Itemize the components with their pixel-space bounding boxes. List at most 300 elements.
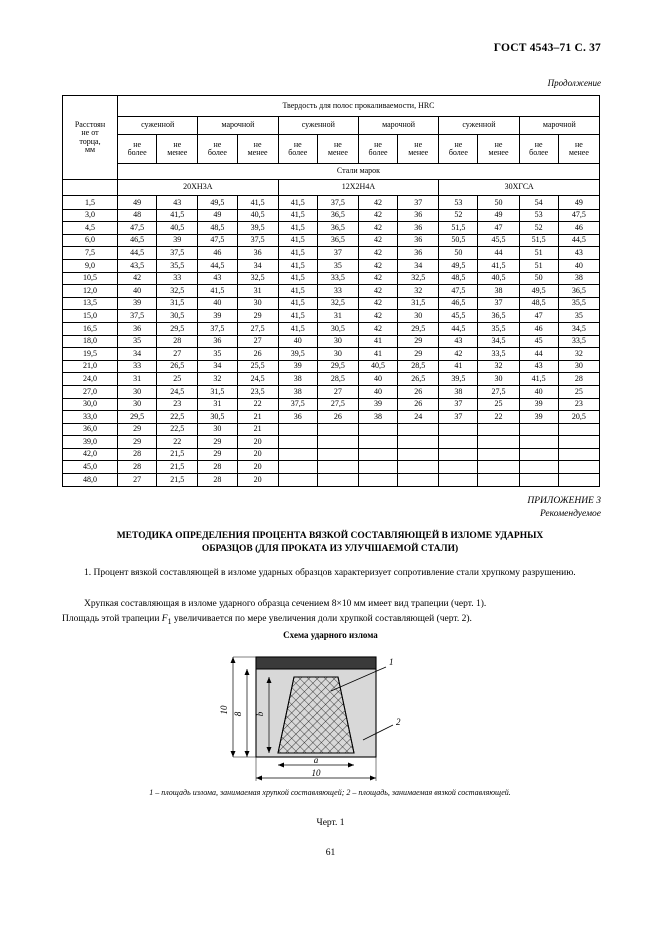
cell-value: 41 (358, 335, 397, 348)
hardness-top-header: Твердость для полос прокаливаемости, HRC (118, 96, 600, 117)
cell-value: 31 (198, 398, 237, 411)
cell-value: 51 (519, 259, 558, 272)
cell-value: 26,5 (157, 360, 198, 373)
cell-value: 37 (439, 398, 478, 411)
cell-value (519, 474, 558, 487)
cell-value: 25 (558, 385, 599, 398)
cell-distance: 19,5 (63, 348, 118, 361)
cell-distance: 15,0 (63, 310, 118, 323)
cell-value: 36 (398, 222, 439, 235)
cell-value: 37,5 (317, 196, 358, 210)
table-row (63, 436, 600, 449)
corner-line-3: торца, (79, 136, 101, 146)
cell-value: 37,5 (237, 234, 278, 247)
table-row (63, 448, 600, 461)
cell-value: 34,5 (558, 322, 599, 335)
cell-value: 31 (118, 373, 157, 386)
cell-value: 33 (317, 285, 358, 298)
cell-value: 40 (558, 259, 599, 272)
cell-value: 40,5 (157, 222, 198, 235)
cell-value: 32 (558, 348, 599, 361)
table-row (63, 385, 600, 398)
cell-value: 35 (198, 348, 237, 361)
cell-value: 28 (558, 373, 599, 386)
cell-value: 23,5 (237, 385, 278, 398)
table-row (63, 272, 600, 285)
subheader-6 (358, 135, 397, 164)
cell-value: 21 (237, 411, 278, 424)
cell-value (439, 461, 478, 474)
figure-number: Черт. 1 (316, 818, 345, 828)
hardness-table-wrapper (62, 95, 600, 487)
table-row (63, 335, 600, 348)
subheader-4-l2: более (288, 148, 308, 157)
subheader-11 (558, 135, 599, 164)
cell-value: 35,5 (478, 322, 519, 335)
cell-value: 37 (478, 297, 519, 310)
corner-line-1: Расстоян (74, 119, 106, 129)
subheader-3-l1: не (253, 139, 262, 149)
cell-value: 28,5 (317, 373, 358, 386)
cell-value: 40,5 (358, 360, 397, 373)
subheader-6-l1: не (374, 139, 382, 149)
cell-distance: 39,0 (63, 436, 118, 449)
cell-value: 30 (317, 348, 358, 361)
cell-value: 31 (317, 310, 358, 323)
cell-value: 42 (358, 297, 397, 310)
cell-value: 39 (519, 398, 558, 411)
cell-value: 28 (118, 448, 157, 461)
cell-distance: 7,5 (63, 247, 118, 260)
cell-value: 21 (237, 423, 278, 436)
cell-value: 30 (118, 398, 157, 411)
cell-value: 47 (519, 310, 558, 323)
standard-header: ГОСТ 4543–71 С. 37 (493, 42, 601, 54)
cell-value: 41,5 (278, 259, 317, 272)
cell-value: 45,5 (439, 310, 478, 323)
cell-value: 38 (278, 385, 317, 398)
cell-value: 44,5 (198, 259, 237, 272)
subheader-11-l2: менее (568, 148, 589, 157)
cell-value: 32 (398, 285, 439, 298)
cell-value: 41,5 (278, 234, 317, 247)
paragraph-3-text-a: Площадь этой трапеции (62, 614, 162, 624)
cell-value: 36 (398, 234, 439, 247)
cell-distance: 1,5 (63, 196, 118, 210)
cell-value (558, 423, 599, 436)
subheader-3-l2: менее (247, 148, 268, 157)
cell-value: 48,5 (519, 297, 558, 310)
cell-value: 42 (358, 247, 397, 260)
cell-distance: 33,0 (63, 411, 118, 424)
cell-value: 41,5 (278, 285, 317, 298)
formula-f: F (161, 614, 168, 624)
cell-value: 22 (237, 398, 278, 411)
paragraph-1 (62, 566, 598, 580)
cell-value: 44,5 (558, 234, 599, 247)
cell-value: 51,5 (519, 234, 558, 247)
cell-value: 50 (478, 196, 519, 210)
cell-value: 38 (478, 285, 519, 298)
cell-value (358, 436, 397, 449)
cell-value: 23 (157, 398, 198, 411)
continued-label: Продолжение (547, 78, 601, 88)
cell-value: 27 (157, 348, 198, 361)
cell-value: 29 (118, 423, 157, 436)
cell-value: 26 (398, 398, 439, 411)
cell-value: 48 (118, 209, 157, 222)
cell-value: 29,5 (398, 322, 439, 335)
table-row (63, 474, 600, 487)
subheader-5-l1: не (333, 139, 342, 149)
cell-value: 44 (519, 348, 558, 361)
subheader-0-l1: не (133, 139, 142, 149)
cell-value: 40 (118, 285, 157, 298)
cell-value (317, 423, 358, 436)
subheader-1-l2: менее (167, 148, 188, 157)
cell-value: 25 (157, 373, 198, 386)
cell-value: 43 (558, 247, 599, 260)
cell-value: 30 (317, 335, 358, 348)
cell-value: 49 (198, 209, 237, 222)
cell-value: 33,5 (317, 272, 358, 285)
cell-distance: 36,0 (63, 423, 118, 436)
cell-value: 47 (478, 222, 519, 235)
section-title-line-2: ОБРАЗЦОВ (ДЛЯ ПРОКАТА ИЗ УЛУЧШАЕМОЙ СТАЛИ) (201, 543, 459, 554)
group-header-5: марочной (519, 117, 599, 135)
cell-value: 21,5 (157, 448, 198, 461)
cell-value: 41,5 (278, 247, 317, 260)
cell-value (358, 448, 397, 461)
cell-value: 37,5 (118, 310, 157, 323)
cell-value: 36 (398, 209, 439, 222)
cell-value: 26 (237, 348, 278, 361)
cell-value: 27 (237, 335, 278, 348)
cell-distance: 42,0 (63, 448, 118, 461)
cell-distance: 12,0 (63, 285, 118, 298)
cell-value: 22,5 (157, 411, 198, 424)
cell-value: 29 (118, 436, 157, 449)
corner-line-2: не от (81, 128, 99, 138)
cell-value: 26 (317, 411, 358, 424)
cell-value: 35 (118, 335, 157, 348)
cell-value (278, 448, 317, 461)
cell-value: 41,5 (278, 222, 317, 235)
cell-value: 30 (478, 373, 519, 386)
cell-value: 40 (358, 373, 397, 386)
subheader-10-l2: более (529, 148, 549, 157)
figure-label-ten-bottom: 10 (311, 768, 320, 778)
figure-image (0, 645, 661, 790)
group-header-3: марочной (358, 117, 438, 135)
steel-grade-corner (63, 180, 118, 196)
cell-value (519, 423, 558, 436)
cell-value: 43,5 (118, 259, 157, 272)
cell-value: 45,5 (478, 234, 519, 247)
cell-value: 36,5 (317, 234, 358, 247)
cell-value: 42 (358, 322, 397, 335)
figure-title: Схема ударного излома (283, 630, 378, 640)
cell-value: 46,5 (439, 297, 478, 310)
cell-value: 39,5 (439, 373, 478, 386)
distance-corner-header (63, 96, 118, 180)
cell-value: 34 (398, 259, 439, 272)
cell-value: 21,5 (157, 474, 198, 487)
cell-value: 29 (198, 436, 237, 449)
cell-value: 20 (237, 461, 278, 474)
cell-value: 22 (157, 436, 198, 449)
table-body (63, 196, 600, 487)
paragraph-1-text: 1. Процент вязкой составляющей в изломе ударных образцов характеризует сопротивление стали хрупкому разрушению. (84, 568, 576, 578)
table-row (63, 234, 600, 247)
cell-value: 46,5 (118, 234, 157, 247)
table-row (63, 360, 600, 373)
cell-distance: 16,5 (63, 322, 118, 335)
table-row (63, 259, 600, 272)
cell-value: 36,5 (558, 285, 599, 298)
subheader-9-l2: менее (488, 148, 509, 157)
cell-distance: 27,0 (63, 385, 118, 398)
table-head-row-3 (63, 135, 600, 164)
cell-value: 30 (118, 385, 157, 398)
table-row (63, 247, 600, 260)
table-row (63, 222, 600, 235)
cell-value: 26,5 (398, 373, 439, 386)
cell-value: 40 (278, 335, 317, 348)
cell-value: 36 (198, 335, 237, 348)
cell-value: 40,5 (237, 209, 278, 222)
figure-caption: 1 – площадь излома, занимаемая хрупкой составляющей; 2 – площадь, занимаемая вязкой составляющей. (149, 788, 511, 797)
cell-value (358, 423, 397, 436)
cell-value: 42 (358, 196, 397, 210)
subheader-11-l1: не (574, 139, 583, 149)
cell-value (398, 474, 439, 487)
cell-value: 30 (558, 360, 599, 373)
cell-value: 49 (118, 196, 157, 210)
cell-value: 39,5 (237, 222, 278, 235)
cell-value: 47,5 (558, 209, 599, 222)
cell-value: 23 (558, 398, 599, 411)
cell-value: 33,5 (478, 348, 519, 361)
cell-value: 31,5 (398, 297, 439, 310)
cell-value: 52 (439, 209, 478, 222)
table-row (63, 196, 600, 210)
cell-value: 28 (118, 461, 157, 474)
cell-value (317, 461, 358, 474)
cell-value: 52 (519, 222, 558, 235)
paragraph-3 (62, 612, 598, 628)
cell-value: 29 (198, 448, 237, 461)
cell-value: 49,5 (439, 259, 478, 272)
cell-value: 40,5 (478, 272, 519, 285)
cell-value: 54 (519, 196, 558, 210)
cell-value: 43 (198, 272, 237, 285)
cell-value (278, 436, 317, 449)
cell-value (398, 423, 439, 436)
cell-value: 34 (237, 259, 278, 272)
cell-value: 40 (198, 297, 237, 310)
cell-value: 44,5 (118, 247, 157, 260)
subheader-3 (237, 135, 278, 164)
cell-value: 37 (439, 411, 478, 424)
cell-value: 49,5 (519, 285, 558, 298)
cell-value (478, 474, 519, 487)
cell-value: 39 (198, 310, 237, 323)
cell-value: 36 (398, 247, 439, 260)
figure-label-2: 2 (395, 717, 400, 727)
cell-value: 26 (398, 385, 439, 398)
cell-value: 32,5 (317, 297, 358, 310)
cell-value: 42 (358, 310, 397, 323)
group-header-2: суженной (278, 117, 358, 135)
cell-value: 32 (478, 360, 519, 373)
cell-value: 25,5 (237, 360, 278, 373)
paragraph-2-text: Хрупкая составляющая в изломе ударного образца сечением 8×10 мм имеет вид трапеции (черт. 1). (84, 599, 487, 609)
cell-value: 42 (358, 259, 397, 272)
cell-value: 31 (237, 285, 278, 298)
cell-value: 43 (519, 360, 558, 373)
cell-distance: 13,5 (63, 297, 118, 310)
subheader-4-l1: не (293, 139, 302, 149)
cell-value (519, 448, 558, 461)
appendix-number: ПРИЛОЖЕНИЕ 3 (527, 496, 601, 506)
figure-label-ten-left: 10 (218, 705, 229, 715)
subheader-2-l2: более (207, 148, 227, 157)
steel-grade-1: 12Х2Н4А (278, 180, 439, 196)
paragraph-2 (62, 597, 598, 611)
cell-value: 36 (237, 247, 278, 260)
steel-grade-0: 20ХН3А (118, 180, 279, 196)
table-row (63, 423, 600, 436)
cell-value: 36,5 (317, 209, 358, 222)
appendix-kind: Рекомендуемое (539, 508, 601, 519)
cell-value: 27,5 (237, 322, 278, 335)
subheader-8-l1: не (454, 139, 463, 149)
cell-value: 41,5 (198, 285, 237, 298)
cell-value (358, 474, 397, 487)
cell-value: 21,5 (157, 461, 198, 474)
figure-label-1: 1 (388, 657, 393, 667)
cell-distance: 10,5 (63, 272, 118, 285)
cell-value: 53 (519, 209, 558, 222)
hardness-table (62, 95, 600, 487)
cell-value (278, 461, 317, 474)
cell-value: 35,5 (558, 297, 599, 310)
cell-value (478, 436, 519, 449)
cell-value: 37,5 (157, 247, 198, 260)
cell-value: 41,5 (278, 297, 317, 310)
cell-value: 41 (439, 360, 478, 373)
cell-value: 29,5 (317, 360, 358, 373)
table-head-row-2 (63, 117, 600, 135)
cell-value: 51 (519, 247, 558, 260)
cell-value: 40 (519, 385, 558, 398)
cell-value: 39 (358, 398, 397, 411)
cell-value: 36,5 (478, 310, 519, 323)
cell-value: 50 (519, 272, 558, 285)
appendix-block (527, 495, 601, 521)
cell-value (317, 448, 358, 461)
table-row (63, 411, 600, 424)
cell-value: 42 (358, 285, 397, 298)
cell-value: 42 (118, 272, 157, 285)
cell-value: 53 (439, 196, 478, 210)
cell-value (558, 448, 599, 461)
cell-value: 46 (519, 322, 558, 335)
cell-value: 44,5 (439, 322, 478, 335)
subheader-0-l2: более (127, 148, 147, 157)
subheader-4 (278, 135, 317, 164)
paragraph-3-text-b: увеличивается по мере увеличения доли хрупкой составляющей (черт. 2). (171, 614, 472, 624)
cell-value: 42 (358, 234, 397, 247)
cell-value: 48,5 (198, 222, 237, 235)
subheader-10 (519, 135, 558, 164)
cell-value (398, 461, 439, 474)
cell-value: 49 (558, 196, 599, 210)
corner-line-4: мм (84, 144, 96, 154)
table-head-row-4 (63, 164, 600, 180)
subheader-6-l2: более (368, 148, 388, 157)
cell-value (439, 423, 478, 436)
cell-value: 27,5 (478, 385, 519, 398)
cell-value (558, 461, 599, 474)
cell-value: 41,5 (237, 196, 278, 210)
cell-value: 29,5 (118, 411, 157, 424)
cell-value: 29,5 (157, 322, 198, 335)
cell-distance: 4,5 (63, 222, 118, 235)
cell-value: 27 (317, 385, 358, 398)
cell-value: 33,5 (558, 335, 599, 348)
section-title (70, 530, 590, 556)
cell-value: 47,5 (198, 234, 237, 247)
cell-value: 24,5 (157, 385, 198, 398)
cell-value: 37 (398, 196, 439, 210)
cell-distance: 18,0 (63, 335, 118, 348)
cell-value: 25 (478, 398, 519, 411)
cell-value: 22 (478, 411, 519, 424)
subheader-9 (478, 135, 519, 164)
cell-value: 31,5 (157, 297, 198, 310)
cell-value: 27 (118, 474, 157, 487)
cell-value: 28 (157, 335, 198, 348)
table-row (63, 209, 600, 222)
group-header-1: марочной (198, 117, 278, 135)
cell-value: 30 (237, 297, 278, 310)
cell-value: 46 (198, 247, 237, 260)
cell-value: 48,5 (439, 272, 478, 285)
cell-value: 41,5 (278, 196, 317, 210)
steel-grade-2: 30ХГСА (439, 180, 600, 196)
subheader-8 (439, 135, 478, 164)
cell-value: 29 (237, 310, 278, 323)
cell-value: 41,5 (157, 209, 198, 222)
cell-value: 50 (439, 247, 478, 260)
cell-distance: 24,0 (63, 373, 118, 386)
group-header-4: суженной (439, 117, 519, 135)
steel-marks-header: Стали марок (118, 164, 600, 180)
cell-value: 29 (398, 335, 439, 348)
cell-value: 27,5 (317, 398, 358, 411)
cell-value: 34,5 (478, 335, 519, 348)
cell-distance: 3,0 (63, 209, 118, 222)
cell-distance: 6,0 (63, 234, 118, 247)
cell-value: 39 (118, 297, 157, 310)
cell-value (439, 448, 478, 461)
cell-value: 43 (439, 335, 478, 348)
cell-value: 37 (317, 247, 358, 260)
subheader-0 (118, 135, 157, 164)
cell-value: 22,5 (157, 423, 198, 436)
